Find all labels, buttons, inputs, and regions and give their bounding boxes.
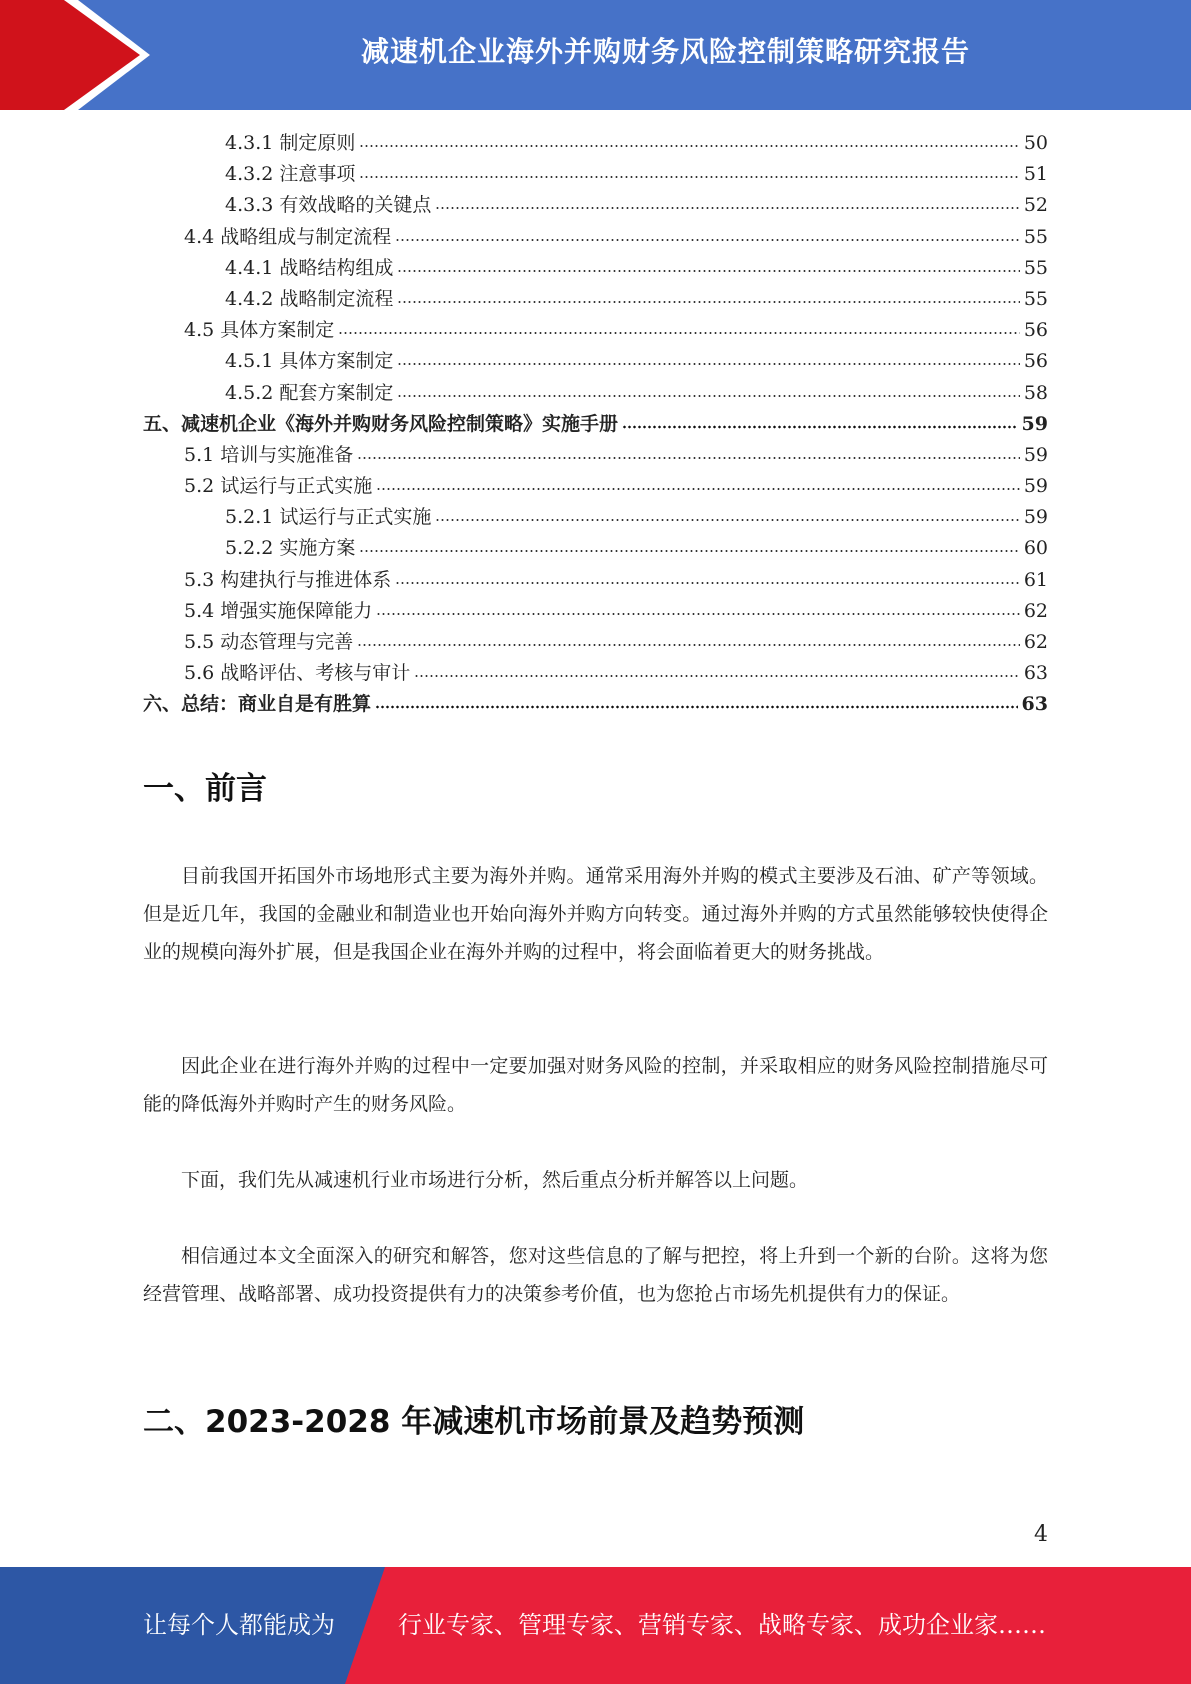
toc-entry-label: 5.6 战略评估、考核与审计 [184,662,411,685]
toc-entry[interactable] [143,284,1048,315]
toc-entry[interactable] [143,253,1048,284]
report-title: 减速机企业海外并购财务风险控制策略研究报告 [360,35,970,68]
toc-entry-page: 59 [1021,412,1048,435]
toc-entry[interactable] [143,440,1048,471]
page-number: 4 [1034,1522,1048,1547]
toc-entry[interactable] [143,315,1048,346]
footer-slogan-roles: 行业专家、管理专家、营销专家、战略专家、成功企业家…… [398,1611,1046,1639]
toc-entry-page: 59 [1023,506,1048,529]
toc-entry[interactable] [143,346,1048,377]
toc-leader-dots [397,347,1019,367]
toc-entry-label: 4.3.2 注意事项 [225,163,356,186]
toc-entry-label: 5.5 动态管理与完善 [184,631,354,653]
toc-leader-dots [376,472,1020,492]
toc-entry-page: 55 [1023,225,1048,248]
toc-leader-dots [397,379,1019,399]
toc-entry[interactable] [143,222,1048,253]
toc-entry[interactable] [143,128,1048,159]
toc-entry-page: 51 [1023,163,1048,186]
toc-entry-label: 4.5.2 配套方案制定 [225,381,394,404]
section-heading-preface: 一、前言 [143,771,267,807]
toc-entry-page: 59 [1023,443,1048,466]
toc-entry[interactable] [143,689,1048,720]
toc-entry[interactable] [143,409,1048,440]
toc-entry[interactable] [143,378,1048,409]
toc-leader-dots [357,628,1020,648]
paragraph: 目前我国开拓国外市场地形式主要为海外并购。通常采用海外并购的模式主要涉及石油、矿产等领域。但是近几年，我国的金融业和制造业也开始向海外并购方向转变。通过海外并购的方式虽然能够较快使得企业的规模向海外扩展，但是我国企业在海外并购的过程中，将会面临着更大的财务挑战。 [143,865,1048,963]
toc-entry-page: 59 [1023,475,1048,498]
toc-leader-dots [338,316,1020,336]
toc-entry-page: 55 [1023,287,1048,310]
toc-leader-dots [395,566,1020,586]
table-of-contents [143,128,1048,721]
footer-slogan-lead: 让每个人都能成为 [143,1611,335,1639]
toc-entry-label: 5.2.2 实施方案 [225,537,356,560]
toc-leader-dots [359,534,1019,554]
toc-leader-dots [435,503,1019,523]
toc-entry-page: 63 [1023,662,1048,685]
toc-entry-page: 56 [1023,319,1048,342]
toc-leader-dots [359,160,1019,180]
toc-entry[interactable] [143,627,1048,658]
toc-entry[interactable] [143,565,1048,596]
toc-leader-dots [395,223,1020,243]
toc-entry-label: 六、总结：商业自是有胜算 [143,693,372,716]
toc-entry-page: 60 [1023,537,1048,560]
toc-entry[interactable] [143,159,1048,190]
toc-entry-page: 58 [1023,381,1048,404]
toc-entry-page: 62 [1023,599,1048,622]
toc-entry-label: 5.4 增强实施保障能力 [184,599,373,622]
toc-leader-dots [414,659,1020,679]
toc-entry[interactable] [143,533,1048,564]
toc-entry[interactable] [143,190,1048,221]
toc-entry-label: 4.4 战略组成与制定流程 [184,225,392,248]
toc-leader-dots [622,410,1018,430]
toc-entry-label: 4.3.3 有效战略的关键点 [225,194,432,217]
toc-entry-label: 5.3 构建执行与推进体系 [184,568,392,591]
toc-entry-label: 4.4.2 战略制定流程 [225,287,394,310]
toc-leader-dots [435,191,1019,211]
paragraph: 相信通过本文全面深入的研究和解答，您对这些信息的了解与把控，将上升到一个新的台阶。这将为您经营管理、战略部署、成功投资提供有力的决策参考价值，也为您抢占市场先机提供有力的保证。 [143,1245,1048,1305]
toc-entry[interactable] [143,658,1048,689]
toc-entry[interactable] [143,471,1048,502]
toc-leader-dots [397,285,1019,305]
toc-entry-label: 5.1 培训与实施准备 [184,443,354,466]
toc-leader-dots [357,441,1020,461]
toc-entry-label: 5.2.1 试运行与正式实施 [225,506,432,529]
section-heading-market-outlook: 二、2023-2028 年减速机市场前景及趋势预测 [143,1404,805,1440]
paragraph: 下面，我们先从减速机行业市场进行分析，然后重点分析并解答以上问题。 [181,1169,809,1191]
toc-leader-dots [397,254,1019,274]
toc-entry-label: 4.5 具体方案制定 [184,319,335,342]
toc-entry-label: 4.3.1 制定原则 [225,132,356,154]
paragraph: 因此企业在进行海外并购的过程中一定要加强对财务风险的控制，并采取相应的财务风险控制措施尽可能的降低海外并购时产生的财务风险。 [143,1055,1048,1115]
toc-entry-label: 五、减速机企业《海外并购财务风险控制策略》实施手册 [143,412,619,435]
toc-entry-page: 61 [1023,568,1048,591]
toc-entry-label: 5.2 试运行与正式实施 [184,475,373,498]
toc-entry-page: 56 [1023,350,1048,373]
toc-leader-dots [375,690,1018,710]
toc-entry-page: 62 [1023,631,1048,653]
toc-entry-page: 55 [1023,256,1048,279]
toc-entry-label: 4.4.1 战略结构组成 [225,256,394,279]
toc-entry-label: 4.5.1 具体方案制定 [225,350,394,373]
toc-entry-page: 52 [1023,194,1048,217]
toc-leader-dots [359,129,1019,149]
toc-entry[interactable] [143,596,1048,627]
toc-entry-page: 63 [1021,693,1048,716]
toc-entry[interactable] [143,502,1048,533]
page-header [0,0,1191,110]
page-footer [0,1567,1191,1684]
toc-entry-page: 50 [1023,132,1048,154]
toc-leader-dots [376,597,1020,617]
